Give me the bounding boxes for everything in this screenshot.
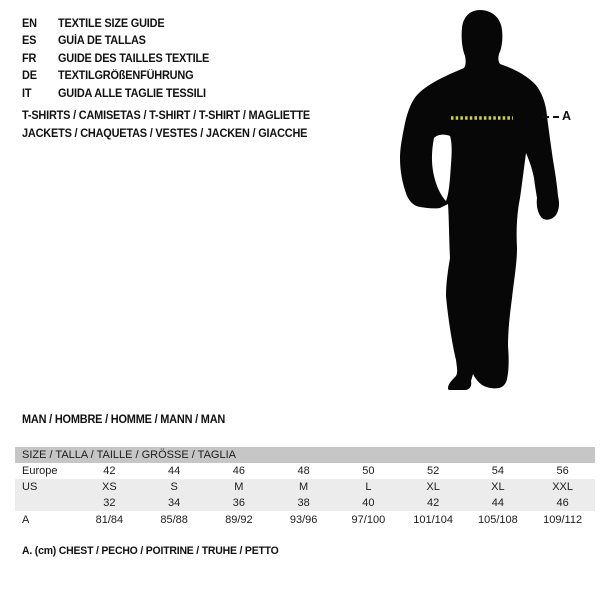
measurement-pointer-label: A (562, 109, 572, 123)
size-cell: 36 (232, 497, 245, 509)
language-row-it (22, 85, 217, 103)
size-cell: 32 (103, 497, 116, 509)
section-title-text: MAN / HOMBRE / HOMME / MANN / MAN (22, 414, 226, 426)
measurement-footnote-text: A. (cm) CHEST / PECHO / POITRINE / TRUHE / PETTO (22, 545, 279, 557)
language-code: ES (22, 35, 37, 48)
size-cell: 85/88 (160, 513, 188, 526)
size-table-header (15, 447, 595, 463)
size-cell: 81/84 (95, 513, 124, 526)
language-row-fr (22, 50, 217, 68)
size-cell: XL (426, 481, 440, 493)
table-row-us-letters (15, 479, 595, 495)
size-cell: 109/112 (543, 513, 583, 526)
row-label: A (22, 513, 30, 526)
language-title: TEXTILGRÖßENFÜHRUNG (58, 70, 194, 83)
size-cell: 40 (362, 497, 375, 509)
table-row-us-numbers (15, 495, 595, 511)
language-code: DE (22, 70, 37, 83)
size-cell: 46 (232, 465, 245, 477)
size-cell: 44 (491, 497, 504, 509)
size-table-header-text: SIZE / TALLA / TAILLE / GRÖSSE / TAGLIA (22, 449, 236, 461)
size-cell: 105/108 (477, 513, 518, 526)
category-list (22, 107, 325, 143)
size-cell: S (170, 481, 178, 493)
man-silhouette-figure (400, 8, 578, 392)
size-cell: 48 (297, 465, 310, 477)
size-cell: 42 (427, 497, 440, 509)
size-table (15, 447, 595, 528)
language-title: GUIDE DES TAILLES TEXTILE (58, 52, 210, 65)
size-cell: 97/100 (351, 513, 386, 526)
size-cell: 44 (168, 465, 181, 477)
size-cell: M (299, 481, 309, 493)
row-label: Europe (22, 465, 58, 477)
size-cell: XL (491, 481, 505, 493)
size-cell: M (234, 481, 244, 493)
size-cell: XS (102, 481, 117, 493)
language-code: EN (22, 17, 37, 30)
table-row-chest (15, 511, 595, 528)
size-cell: 101/104 (413, 513, 453, 526)
category-line-jackets (22, 125, 325, 143)
size-cell: 38 (297, 497, 310, 509)
measurement-footnote (22, 545, 292, 557)
section-title-man (22, 414, 236, 426)
language-list (22, 15, 217, 103)
language-title: GUÍA DE TALLAS (58, 35, 146, 48)
size-cell: XXL (552, 481, 574, 493)
language-title: GUIDA ALLE TAGLIE TESSILI (58, 87, 206, 100)
us-size-band (15, 479, 595, 511)
size-cell: 34 (168, 497, 181, 509)
man-silhouette (400, 10, 559, 390)
row-label: US (22, 481, 38, 493)
language-code: FR (22, 52, 37, 65)
size-cell: 54 (491, 465, 504, 477)
category-text: T-SHIRTS / CAMISETAS / T-SHIRT / T-SHIRT / MAGLIETTE (22, 110, 310, 122)
language-row-de (22, 68, 217, 86)
language-title: TEXTILE SIZE GUIDE (58, 17, 165, 30)
size-cell: L (365, 481, 372, 493)
size-cell: 46 (556, 497, 569, 509)
language-row-en (22, 15, 217, 33)
size-cell: 42 (103, 465, 116, 477)
category-text: JACKETS / CHAQUETAS / VESTES / JACKEN / GIACCHE (22, 128, 308, 140)
man-silhouette-svg (400, 8, 572, 390)
category-line-tshirts (22, 107, 325, 125)
measurement-pointer-dashes (543, 116, 559, 118)
size-cell: 56 (556, 465, 569, 477)
language-code: IT (22, 87, 32, 100)
table-row-europe (15, 463, 595, 479)
size-cell: 50 (362, 465, 375, 477)
size-cell: 52 (427, 465, 440, 477)
size-cell: 93/96 (289, 513, 318, 526)
language-row-es (22, 33, 217, 51)
size-cell: 89/92 (225, 513, 253, 526)
